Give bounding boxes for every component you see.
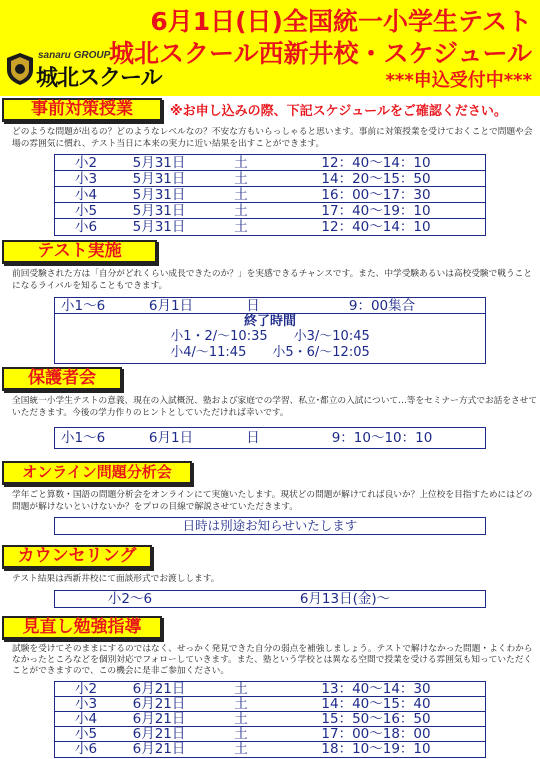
counsel-schedule-table [54, 590, 486, 608]
table-row: 小5 6月21日 土 17：00～18：00 [55, 727, 485, 742]
review-description: 試験を受けてそのままにするのではなく、せっかく発見できた自分の弱点を補強しましょう。テストで解けなかった問題・よくわからなかったところなどを個別対応でフォローしていきます。また、塾という学校とは異なる空間で授業を受ける雰囲気も知っていただくことができますので、この機会に是非ご参加ください。 [12, 644, 533, 676]
end-time-block [55, 314, 485, 363]
table-row: 小3 6月21日 土 14：40～15：40 [55, 697, 485, 712]
end-time-line: 小4/～11:45 小5・6/～12:05 [170, 345, 370, 360]
online-description: 学年ごと算数・国語の問題分析会をオンラインにて実施いたします。現状どの問題が解けてれば良いか？上位校を目指すためにはどの問題が解けないといけないか？をプロの目線で解説させていただきます。 [12, 490, 533, 512]
table-row: 小2 6月21日 土 13：40～14：30 [55, 682, 485, 697]
table-row: 小6 5月31日 土 12：40～14：10 [75, 219, 431, 235]
table-row: 小6 6月21日 土 18：10～19：10 [75, 741, 431, 757]
online-info-text: 日時は別途お知らせいたします [182, 518, 358, 533]
schedule-note: ※お申し込みの際、下記スケジュールをご確認ください。 [170, 104, 507, 119]
online-info-box [54, 517, 486, 535]
table-row: 小2 5月31日 土 12：40～14：10 [55, 155, 485, 171]
header-banner [0, 0, 540, 96]
section-label-parents: 保護者会 [2, 367, 122, 391]
test-description: 前回受験された方は「自分がどれくらい成長できたのか？」を実感できるチャンスです。また、中学受験あるいは高校受験で戦うことになるライバルを知ることもできます。 [12, 269, 533, 291]
application-status: ***申込受付中*** [385, 70, 532, 91]
table-row: 小2～6 6月13日(金)～ [107, 591, 391, 607]
prep-description: どのような問題が出るの？どのようなレベルなの？不安な方もいらっしゃると思います。事前に対策授業を受けておくことで問題や会場の雰囲気に慣れ、テスト当日に本来の実力に近い結果を出すことができます。 [12, 127, 533, 149]
table-row: 小1～6 6月1日 日 9：00集合 [55, 298, 485, 314]
section-label-online: オンライン問題分析会 [2, 461, 192, 485]
counsel-description: テスト結果は西新井校にて面談形式でお渡しします。 [12, 574, 220, 584]
table-row: 小1～6 6月1日 日 9：10～10：10 [61, 430, 433, 446]
page-subtitle: 城北スクール西新井校・スケジュール [108, 39, 532, 68]
table-row: 小4 6月21日 土 15：50～16：50 [55, 712, 485, 727]
table-row: 小3 5月31日 土 14：20～15：50 [55, 171, 485, 187]
page-title: 6月1日(日)全国統一小学生テスト [150, 7, 532, 36]
parents-description: 全国統一小学生テストの意義、現在の入試概況、塾および家庭での学習、私立･都立の入試について…等をセミナー方式でお話をさせていただきます。今後の学力作りのヒントとしていただければ幸いです。 [12, 396, 538, 418]
prep-schedule-table [54, 154, 486, 236]
table-row: 小5 5月31日 土 17：40～19：10 [55, 203, 485, 219]
section-label-review: 見直し勉強指導 [2, 616, 162, 640]
end-time-line: 小1・2/～10:35 小3/～10:45 [170, 329, 370, 344]
parents-schedule-table [54, 427, 486, 449]
test-schedule-table [54, 297, 486, 364]
review-schedule-table [54, 681, 486, 758]
table-row: 小4 5月31日 土 16：00～17：30 [55, 187, 485, 203]
logo-name-text: 城北スクール [36, 66, 162, 91]
crest-icon [6, 52, 34, 86]
section-label-counsel: カウンセリング [2, 545, 152, 569]
end-time-label: 終了時間 [243, 314, 296, 329]
logo-group-text: sanaru GROUP [38, 50, 111, 61]
section-label-test: テスト実施 [2, 240, 157, 264]
section-label-prep: 事前対策授業 [2, 98, 162, 122]
